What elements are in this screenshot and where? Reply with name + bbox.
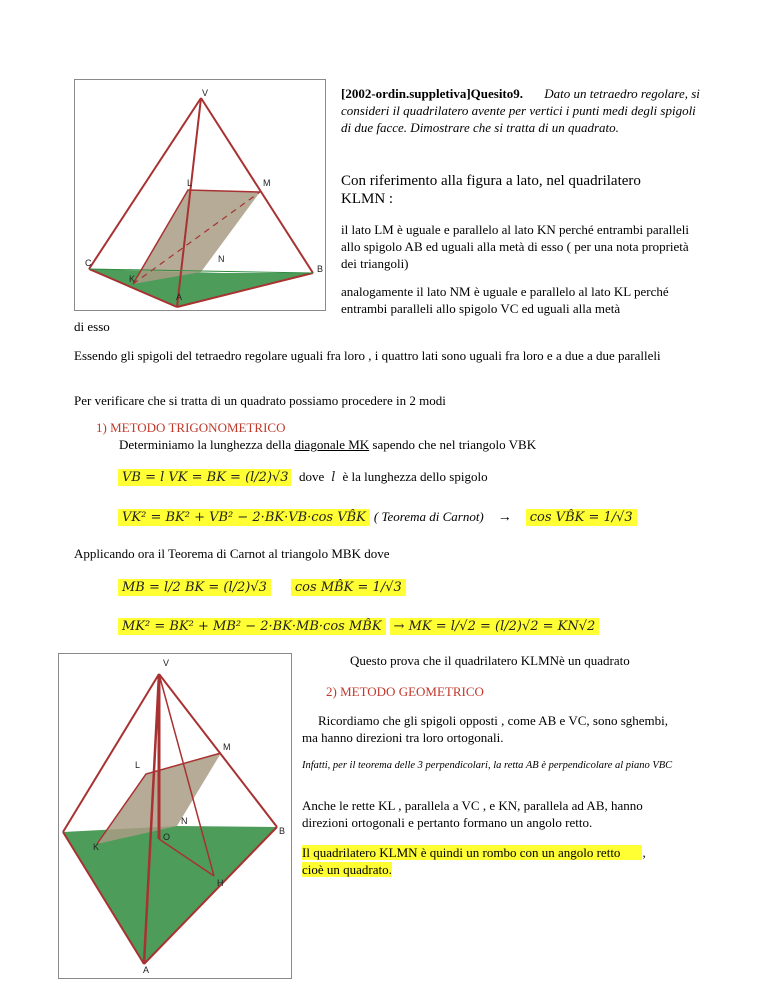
method-2-p4 [302,844,692,878]
formula-1-note: dove [299,469,325,484]
proof-line: Questo prova che il quadrilatero KLMNè un quadrato [350,653,630,668]
label-k: K [129,274,136,284]
formula-1-l: l [331,470,336,485]
paragraph-nm: analogamente il lato NM è uguale e parallelo al lato KL perché entrambi paralleli allo spigolo VC ed uguali alla metà [341,284,669,316]
paragraph-modes: Per verificare che si tratta di un quadrato possiamo procedere in 2 modi [74,393,446,408]
label-h-2: H [217,878,224,888]
formula-2-row [118,508,637,527]
method-1-intro [119,436,536,453]
label-n: N [218,254,225,264]
formula-4-row [118,617,599,635]
label-a: A [176,292,183,302]
paragraph-edges: Essendo gli spigoli del tetraedro regolare uguali fra loro , i quattro lati sono uguali fra loro e a due a due paralleli [74,348,661,363]
formula-3-row [118,578,406,596]
conclusion-highlight-2: cioè un quadrato. [302,862,392,877]
label-l: L [187,178,193,188]
quesito-text-2: regolare, si consideri il quadrilatero avente per vertici i punti medi degli spigoli di due facce. Dimostrare che si tratta di un quadrato. [341,86,700,135]
label-v: V [202,88,209,98]
intro-text: Con riferimento alla figura a lato, nel quadrilatero KLMN : [341,173,641,207]
carnot-note: ( Teorema di Carnot) [373,509,484,524]
label-o-2: O [163,832,171,842]
apply-carnot-text: Applicando ora il Teorema di Carnot al triangolo MBK dove [74,546,390,561]
formula-4: MK² = BK² + MB² − 2·BK·MB·cos MB̂K [118,618,386,635]
label-a-2: A [143,965,150,975]
method-2-title: 2) METODO GEOMETRICO [326,684,484,699]
arrow-1: → [497,510,512,525]
method-2-p1: Ricordiamo che gli spigoli opposti , come AB e VC, sono sghembi, ma hanno direzioni tra loro ortogonali. [302,713,669,745]
formula-4-result: → MK = l/√2 = (l/2)√2 = KN√2 [390,618,600,635]
label-b-2: B [279,826,286,836]
quesito-text-1: Dato un tetraedro [544,86,638,101]
label-k-2: K [93,842,100,852]
formula-3-result: cos MB̂K = 1/√3 [291,579,406,596]
paragraph-lm: il lato LM è uguale e parallelo al lato KN perché entrambi paralleli allo spigolo AB ed uguali alla metà di esso ( per una nota proprietà dei triangoli) [341,222,689,271]
method-1-intro-post: sapendo che nel triangolo VBK [369,437,537,452]
label-n-2: N [181,816,188,826]
conclusion-comma: , [642,845,646,860]
conclusion-highlight: Il quadrilatero KLMN è quindi un rombo con un angolo retto [302,845,621,860]
label-b: B [317,264,324,274]
figure-tetrahedron-2 [58,653,292,979]
label-m: M [263,178,271,188]
paragraph-nm-end: di esso [74,319,110,334]
method-1-intro-pre: Determiniamo la lunghezza della [119,437,295,452]
method-1-title: 1) METODO TRIGONOMETRICO [96,420,286,435]
label-l-2: L [135,760,141,770]
method-2-p2: Infatti, per il teorema delle 3 perpendicolari, la retta AB è perpendicolare al piano VBC [302,760,673,771]
formula-3: MB = l/2 BK = (l/2)√3 [118,579,271,596]
formula-2-result: cos VB̂K = 1/√3 [526,509,637,526]
formula-1-row [118,468,488,486]
diagonal-mk-label: diagonale MK [294,437,370,452]
label-v-2: V [163,658,170,668]
label-m-2: M [223,742,231,752]
formula-1-note-2: è la lunghezza dello spigolo [342,469,488,484]
label-c: C [85,258,92,268]
quesito-title: [2002-ordin.suppletiva]Quesito9. [341,86,524,101]
figure-tetrahedron-1 [74,79,326,311]
quesito-header [341,85,701,136]
formula-2: VK² = BK² + VB² − 2·BK·VB·cos VB̂K [118,509,370,526]
formula-1: VB = l VK = BK = (l/2)√3 [118,469,291,486]
method-2-p3: Anche le rette KL , parallela a VC , e KN, parallela ad AB, hanno direzioni ortogonali e pertanto formano un angolo retto. [302,798,643,830]
